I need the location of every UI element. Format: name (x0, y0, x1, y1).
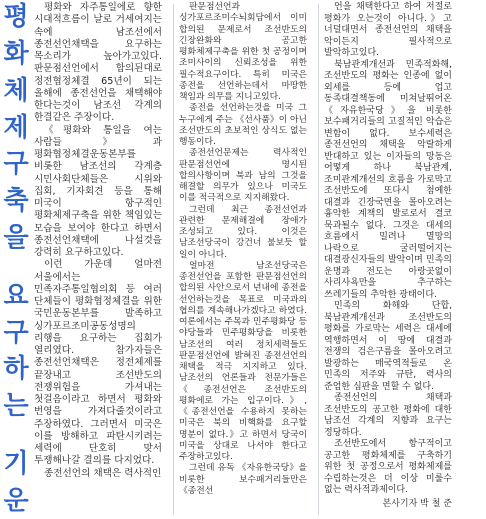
headline-char: 요 (3, 280, 29, 311)
paragraph: 그런데 최근 종전선언과 관련한 문제해결에 장애가 조성되고 있다. 이것은 남조선당국이 강건너 불보듯 할 일이 아니다. (179, 204, 307, 260)
paragraph: 평화와 자주통일에로 향한 시대적흐름이 날로 거세여지는 속에 남조선에서 종전선언채택을 요구하는 목소리가 높아가고있다. 판문점선언에서 합의된대로 정전협정체결 65년이 되는 올해에 종전선언을 채택해야 한다는것이 남조선 각계의 한결같은 주장이다. (34, 2, 162, 124)
headline-char: 화 (3, 38, 29, 69)
headline-char: 체 (3, 75, 29, 106)
headline-char: 구 (3, 317, 29, 348)
byline: 본사기자 박 철 준 (382, 498, 452, 509)
headline-char: 축 (3, 186, 29, 217)
headline-char: 기 (3, 448, 29, 479)
headline-char: 는 (3, 391, 29, 422)
paragraph: 조선반도에서 항구적이고 공고한 평화체제를 구축하기 위한 첫 공정으로서 평화체제를 수립하는것은 더 이상 미룰수 없는 력사적과제이다. (324, 439, 452, 495)
paragraph: 언을 채택한다고 하여 저절로 평화가 오는것이 아니다.》고 너덜대면서 종전선언의 채택을 악이든지 필사적으로 발악하고있다. (324, 2, 452, 58)
column-divider (173, 4, 174, 515)
paragraph: 그런데 유독 《자유한국당》을 비롯한 보수패거리들만은 《종전선 (179, 463, 307, 496)
headline-char: 제 (3, 112, 29, 143)
paragraph: 민족의 화해와 단합, 북남관계개선과 조선반도의 평화를 가로막는 세력은 대세에 역행하면서 이 땅에 대결과 전쟁의 검은구름을 몰아오려고 발광하는 매국역적들로 온 민족의 저주와 규탄, 력사의 준엄한 심판을 면할 수 없다. (324, 301, 452, 392)
headline-char: 하 (3, 354, 29, 385)
headline-char: 운 (3, 485, 29, 516)
headline (2, 4, 30, 514)
article-column-2 (179, 2, 307, 497)
paragraph: 《평화와 통일을 여는 사람들》과 평화협정체결운동본부를 비롯한 남조선의 각계층 시민사회단체들은 시위와 집회, 기자회견 등을 통해 미국이 항구적인 평화체제구축을 위한 책임있는 모습을 보여야 한다고 하면서 종전선언채택에 나설것을 강력히 요구하고있다. (34, 124, 162, 258)
paragraph: 종전선언의 채택은 력사적인 (44, 467, 162, 479)
article-column-3 (324, 2, 452, 510)
column-divider (318, 4, 319, 515)
paragraph: 이런 가운데 얼마전 서울에서는 민족자주통일협의회 등 여러 단체들이 평화협정체결을 위한 국민운동본부를 발족하고 싱가포르조미공동성명의 리행을 요구하는 집회가 열리였다. 참가자들은 종전선언채택은 정전체제를 끝장내고 조선반도의 전쟁위험을 가셔내는 첫걸음이라고 하면서 평화와 번영을 가져다줄것이라고 주장하였다. 그러면서 미국은 이를 방해하고 파탄시키려는 세력에 단호히 맞서 투쟁해나갈 결의를 다지었다. (34, 259, 162, 467)
paragraph: 얼마전 남조선당국은 종전선언을 포함한 판문점선언의 합의된 사안으로서 년내에 종전을 선언하는것을 목표로 미국과의 협의를 계속해나가겠다고 하였다. 여론에서는 주목과 민주평화당 등 야당들과 민주평화당을 비롯한 남조선의 여러 정치세력들도 판문점선언에 밝혀진 종전선언의 채택을 적극 지지하고 있다. 남조선의 언론들과 전문가들은 《종전선언은 조선반도의 평화에로 가는 입구이다.》, 《종전선언을 수용하지 못하는 미국은 북의 비핵화를 요구할 명분이 없다.》고 하면서 당국이 미국을 상대로 나서야 한다고 주장하고있다. (179, 260, 307, 462)
paragraph: 종전선언의 채택과 조선반도의 공고한 평화에 대한 남조선 각계의 지향과 요구는 정당하다. (324, 393, 452, 438)
paragraph: 북남관계개선과 민족적화해, 조선반도의 평화는 인종에 없이 외세를 등에 업고 동족대결책동에 미쳐날뛰어온 《자유한국당》을 비롯한 보수패거리들의 고질적인 악습은 변함이 없다. 보수세력은 종전선언의 채택을 악랄하게 반대하고 있는 이자들의 망동은 어떻게 하나 북남관계, 조미관계개선의 흐름을 가로막고 조선반도에 또다시 첨예한 대결과 긴장국면을 몰아오려는 흉악한 계책의 발로로서 결코 묵과될수 없다. 그것은 대세의 흐름에서 밀려나 멸망의 나락으로 굴러떨어지는 대결광신자들의 발악이며 민족의 운명과 전도는 아랑곳없이 사리사욕만을 추구하는 쓰레기들의 추악한 광태이다. (324, 59, 452, 300)
headline-char: 평 (3, 2, 29, 32)
paragraph: 종전선언문제는 력사적인 판문점선언에 명시된 합의사항이며 북과 남의 그것을 해결할 의무가 있으나 미국도 이를 적극적으로 지지해왔다. (179, 148, 307, 204)
paragraph: 종전을 선언하는것을 미국 그 누구에게 주는 《선사품》이 아닌 조선반도의 초보적인 상식도 없는 행동이다. (179, 103, 307, 147)
paragraph: 판문점선언과 싱가포르조미수뇌회담에서 이미 합의된 문제로서 조선반도의 긴장완화와 공고한 평화체제구축을 위한 첫 공정이며 조미사이의 신뢰조성을 위한 필수적요구이다. 특히 미국은 종전을 선언하는데서 마땅한 책임과 의무를 지니고있다. (179, 2, 307, 102)
headline-char: 구 (3, 149, 29, 180)
article-column-1 (34, 2, 162, 480)
headline-char: 을 (3, 223, 29, 254)
